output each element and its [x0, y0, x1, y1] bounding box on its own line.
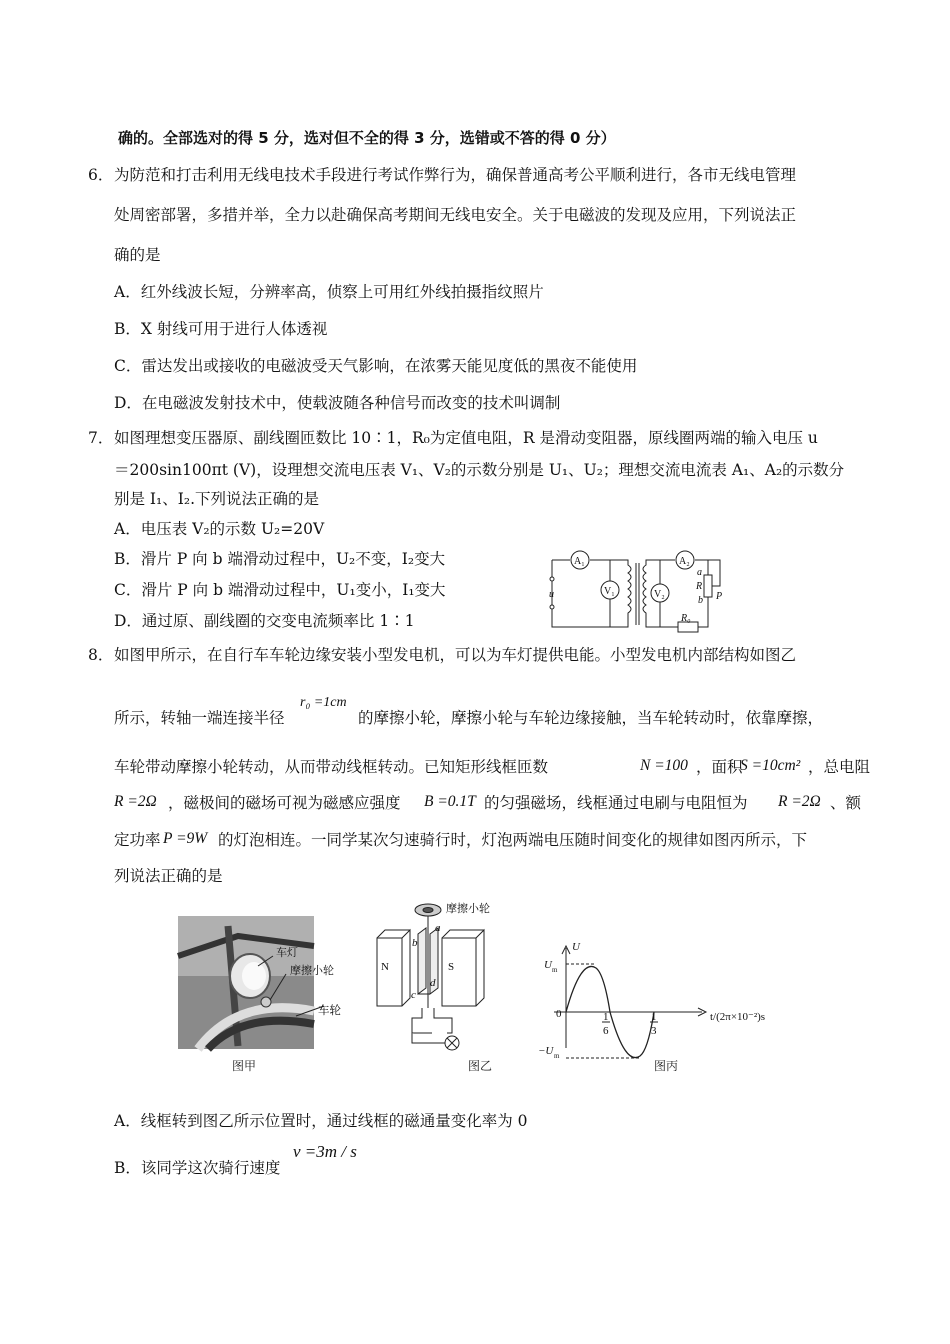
generator-structure-figure	[372, 898, 532, 1053]
tick1-numerator: 1	[603, 1011, 609, 1023]
question-stem-line: 定功率	[114, 831, 161, 849]
slider-end-b-label: b	[698, 595, 703, 606]
question-stem-line: ，磁极间的磁场可视为磁感应强度	[168, 794, 401, 812]
input-voltage-label: u	[549, 589, 554, 600]
question-number: 6．	[88, 166, 114, 184]
formula-r: R =2Ω	[114, 793, 157, 810]
coil-corner-c: c	[411, 989, 416, 1001]
magnet-s-label: S	[448, 961, 455, 973]
formula-r-lamp: R =2Ω	[778, 793, 821, 810]
question-stem-line: 所示，转轴一端连接半径	[114, 709, 285, 727]
slider-p-label: P	[716, 591, 723, 602]
option-a: A．电压表 V₂的示数 U₂=20V	[114, 520, 325, 538]
tick1-denominator: 6	[603, 1025, 609, 1037]
ammeter-a1-label: A₁	[574, 556, 585, 567]
friction-wheel-label: 摩擦小轮	[290, 965, 334, 977]
question-stem-line: ，总电阻	[808, 758, 871, 776]
option-d: D．在电磁波发射技术中，使载波随各种信号而改变的技术叫调制	[114, 394, 561, 412]
formula-v: v =3m / s	[293, 1142, 357, 1161]
figure-yi-caption: 图乙	[468, 1059, 493, 1073]
option-a: A．红外线波长短，分辨率高，侦察上可用红外线拍摄指纹照片	[114, 283, 544, 301]
question-stem-line: 确的是	[114, 246, 161, 264]
option-a: A．线框转到图乙所示位置时，通过线框的磁通量变化率为 0	[114, 1112, 528, 1130]
question-stem-line: ，面积	[696, 758, 743, 776]
question-stem-line: 处周密部署，多措并举，全力以赴确保高考期间无线电安全。关于电磁波的发现及应用，下列说法正	[114, 206, 797, 224]
question-stem-line: 如图甲所示，在自行车车轮边缘安装小型发电机，可以为车灯提供电能。小型发电机内部结构如图乙	[114, 646, 797, 664]
ammeter-a2-label: A₂	[679, 556, 690, 567]
rheostat-r-label: R	[696, 581, 703, 592]
coil-corner-a: a	[435, 922, 441, 934]
wheel-label: 车轮	[318, 1003, 341, 1017]
question-stem-line: 列说法正确的是	[114, 867, 223, 885]
question-stem-line: 的匀强磁场，线框通过电刷与电阻恒为	[484, 794, 748, 812]
question-number: 8．	[88, 646, 114, 664]
resistor-r0-label: R₀	[681, 613, 691, 624]
voltmeter-v1-label: V₁	[604, 586, 615, 597]
tick2-numerator: 1	[651, 1011, 657, 1023]
question-stem-line: 为防范和打击利用无线电技术手段进行考试作弊行为，确保普通高考公平顺利进行，各市无线电管理	[114, 166, 797, 184]
magnet-n-label: N	[381, 961, 389, 973]
transformer-circuit-diagram	[540, 545, 740, 635]
question-stem-line: 如图理想变压器原、副线圈匝数比 10∶1，R₀为定值电阻，R 是滑动变阻器，原线圈两端的输入电压 u	[114, 429, 818, 447]
formula-p: P =9W	[163, 830, 208, 847]
y-axis-label: U	[572, 941, 580, 953]
neg-um-label: −U	[538, 1045, 554, 1057]
formula-n: N =100	[640, 757, 688, 774]
question-stem-line: 的灯泡相连。一同学某次匀速骑行时，灯泡两端电压随时间变化的规律如图丙所示，下	[218, 831, 808, 849]
option-c: C．雷达发出或接收的电磁波受天气影响，在浓雾天能见度低的黑夜不能使用	[114, 357, 638, 375]
question-number: 7．	[88, 429, 114, 447]
instructions-tail: 确的。全部选对的得 5 分，选对但不全的得 3 分，选错或不答的得 0 分）	[118, 129, 616, 147]
question-stem-line: ＝200sin100πt (V)，设理想交流电压表 V₁、V₂的示数分别是 U₁、U₂；理想交流电流表 A₁、A₂的示数分	[114, 461, 845, 479]
um-label: U	[544, 959, 552, 971]
question-stem-line: 的摩擦小轮，摩擦小轮与车轮边缘接触，当车轮转动时，依靠摩擦，	[358, 709, 824, 727]
figure-bing-caption: 图丙	[654, 1059, 679, 1073]
origin-label: 0	[556, 1008, 562, 1020]
lamp-label: 车灯	[276, 947, 298, 959]
figure-jia-caption: 图甲	[232, 1059, 257, 1073]
x-axis-label: t/(2π×10⁻²)s	[710, 1011, 766, 1023]
coil-corner-b: b	[412, 937, 418, 949]
question-stem-line: 别是 I₁、I₂.下列说法正确的是	[114, 490, 320, 508]
voltmeter-v2-label: V₂	[654, 589, 665, 600]
formula-b: B =0.1T	[424, 793, 476, 810]
question-stem-line: 车轮带动摩擦小轮转动，从而带动线框转动。已知矩形线框匝数	[114, 758, 549, 776]
option-b: B．该同学这次骑行速度	[114, 1159, 281, 1177]
friction-wheel-label: 摩擦小轮	[446, 903, 490, 915]
tick2-denominator: 3	[651, 1025, 657, 1037]
question-stem-line: 、额	[830, 794, 862, 812]
slider-end-a-label: a	[697, 567, 702, 578]
formula-r0: r₀ =1cm	[300, 695, 347, 710]
neg-um-subscript: m	[554, 1052, 560, 1060]
option-c: C．滑片 P 向 b 端滑动过程中，U₁变小，I₁变大	[114, 581, 446, 599]
um-subscript: m	[552, 966, 558, 974]
option-b: B．滑片 P 向 b 端滑动过程中，U₂不变，I₂变大	[114, 550, 446, 568]
formula-s: S =10cm²	[740, 757, 801, 774]
option-d: D．通过原、副线圈的交变电流频率比 1∶1	[114, 612, 415, 630]
option-b: B．X 射线可用于进行人体透视	[114, 320, 328, 338]
coil-corner-d: d	[430, 977, 436, 989]
voltage-time-graph	[534, 938, 804, 1063]
